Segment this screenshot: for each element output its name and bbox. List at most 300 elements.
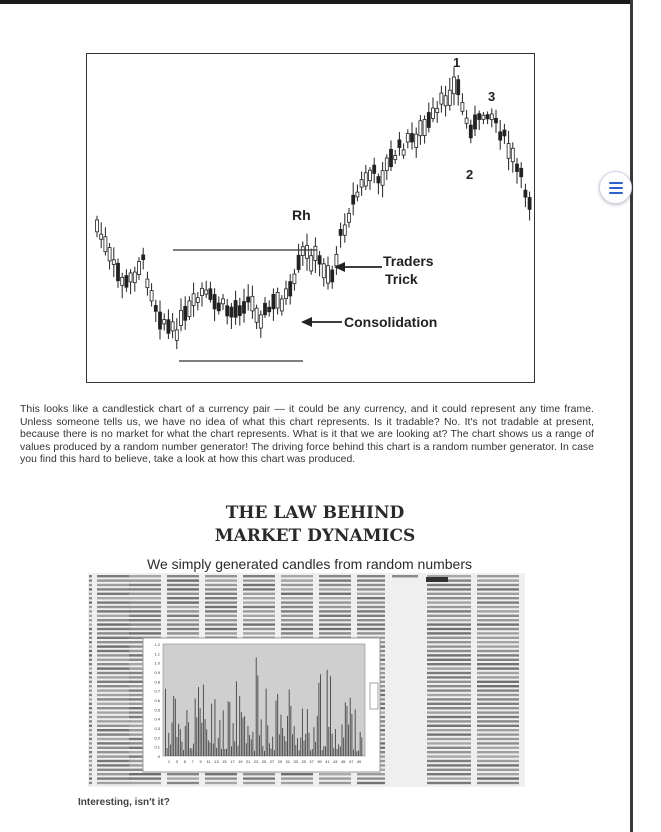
bar [302, 709, 303, 756]
candle-body [167, 320, 170, 334]
candle-body [495, 118, 498, 122]
spreadsheet-cell [357, 610, 385, 612]
spreadsheet-cell [427, 685, 471, 687]
spreadsheet-cell [427, 650, 471, 652]
spreadsheet-cell [477, 593, 519, 595]
bar [342, 724, 343, 756]
spreadsheet-cell [167, 606, 199, 608]
spreadsheet-cell [392, 575, 418, 577]
y-tick-label: 0.3 [154, 726, 160, 731]
bar [348, 725, 349, 756]
spreadsheet-cell [427, 729, 471, 731]
candle-body [264, 303, 267, 314]
spreadsheet-cell [427, 720, 471, 722]
spreadsheet-cell [427, 659, 471, 661]
spreadsheet-cell [477, 751, 519, 753]
spreadsheet-cell [89, 720, 92, 722]
bar [295, 745, 296, 756]
bar [330, 676, 331, 756]
spreadsheet-cell [167, 619, 199, 621]
candle-body [318, 256, 321, 264]
spreadsheet-cell [477, 650, 519, 652]
bar [304, 741, 305, 756]
bar [333, 748, 334, 756]
spreadsheet-cell [281, 623, 313, 625]
spreadsheet-cell [477, 579, 519, 581]
x-tick-label: 11 [206, 759, 211, 764]
hamburger-menu-icon [609, 182, 623, 194]
spreadsheet-cell [97, 755, 131, 757]
bar [170, 745, 171, 756]
spreadsheet-cell [427, 654, 471, 656]
x-tick-label: 7 [191, 759, 194, 764]
candle-body [226, 306, 229, 316]
spreadsheet-cell [427, 676, 471, 678]
candle-body [238, 306, 241, 316]
spreadsheet-cell [97, 782, 131, 784]
spreadsheet-cell [319, 777, 351, 779]
spreadsheet-cell [477, 685, 519, 687]
candle-body [96, 220, 99, 232]
spreadsheet-cell [357, 773, 385, 775]
spreadsheet-cell [89, 755, 92, 757]
spreadsheet-cell [205, 619, 237, 621]
spreadsheet-cell [89, 742, 92, 744]
spreadsheet-cell [243, 782, 275, 784]
candle-body [432, 108, 435, 118]
spreadsheet-cell [97, 689, 131, 691]
y-tick-label: 0.8 [154, 679, 160, 685]
bar [200, 708, 201, 756]
spreadsheet-cell [243, 632, 275, 634]
spreadsheet-cell [97, 773, 131, 775]
y-tick-label: 0.7 [154, 688, 160, 694]
spreadsheet-cell [97, 716, 131, 718]
spreadsheet-cell [89, 733, 92, 735]
spreadsheet-cell [477, 782, 519, 784]
x-tick-label: 19 [238, 759, 243, 764]
candle-body [125, 276, 128, 288]
candle-body [373, 165, 376, 173]
spreadsheet-cell [319, 588, 351, 590]
y-tick-label: 1.2 [154, 642, 160, 647]
spreadsheet-cell [167, 615, 199, 617]
spreadsheet-cell [89, 729, 92, 731]
bar [206, 729, 207, 756]
spreadsheet-cell [281, 588, 313, 590]
candle-body [520, 168, 523, 176]
spreadsheet-cell [477, 619, 519, 621]
bar [241, 712, 242, 756]
spreadsheet-cell [281, 584, 313, 586]
candle-body [503, 130, 506, 136]
candle-body [259, 315, 262, 328]
spreadsheet-cell [129, 619, 161, 621]
spreadsheet-cell [89, 632, 92, 634]
spreadsheet-cell [243, 619, 275, 621]
spreadsheet-cell [97, 769, 131, 771]
spreadsheet-cell [319, 632, 351, 634]
spreadsheet-cell [357, 777, 385, 779]
closing-line: Interesting, isn't it? [78, 797, 170, 808]
spreadsheet-cell [477, 601, 519, 603]
bar [195, 698, 196, 756]
spreadsheet-cell [427, 641, 471, 643]
bar [317, 716, 318, 756]
spreadsheet-cell [477, 720, 519, 722]
spreadsheet-cell [89, 663, 92, 665]
spreadsheet-cell [427, 777, 471, 779]
spreadsheet-cell [129, 606, 161, 608]
spreadsheet-cell [319, 773, 351, 775]
candle-body [175, 330, 178, 340]
bar [266, 689, 267, 756]
spreadsheet-cell [89, 747, 92, 749]
spreadsheet-cell [97, 619, 131, 621]
consolidation-label: Consolidation [344, 314, 438, 330]
bar [290, 706, 291, 756]
spreadsheet-cell [477, 769, 519, 771]
candle-body [524, 190, 527, 197]
spreadsheet-cell [427, 597, 471, 599]
menu-button[interactable] [599, 171, 632, 204]
spreadsheet-cell [427, 769, 471, 771]
spreadsheet-cell [97, 654, 131, 656]
candlestick-chart [86, 53, 535, 383]
spreadsheet-cell [281, 579, 313, 581]
spreadsheet-cell [357, 606, 385, 608]
peak-3-label: 3 [488, 89, 496, 104]
y-tick-label: 0.1 [154, 744, 160, 750]
candle-body [507, 143, 510, 158]
bar [167, 748, 168, 756]
spreadsheet-cell [89, 685, 92, 687]
candlestick-chart-svg [87, 54, 534, 382]
candle-body [217, 303, 220, 311]
page-right-border [630, 0, 633, 832]
bar [325, 746, 326, 756]
candle-body [469, 125, 472, 138]
bar [180, 729, 181, 756]
candle-body [159, 312, 162, 329]
spreadsheet-cell [477, 610, 519, 612]
spreadsheet-cell [477, 729, 519, 731]
bar [267, 725, 268, 756]
spreadsheet-cell [243, 610, 275, 612]
spreadsheet-cell [427, 711, 471, 713]
spreadsheet-cell [427, 606, 471, 608]
bar [360, 732, 361, 756]
spreadsheet-cell [357, 623, 385, 625]
spreadsheet-cell [477, 628, 519, 630]
candle-body [301, 247, 304, 256]
spreadsheet-cell [357, 615, 385, 617]
spreadsheet-cell [89, 619, 92, 621]
candle-body [255, 308, 258, 322]
spreadsheet-cell [129, 782, 161, 784]
spreadsheet-cell [477, 698, 519, 700]
spreadsheet-cell [477, 584, 519, 586]
spreadsheet-cell [357, 593, 385, 595]
bar [294, 726, 295, 756]
spreadsheet-cell [477, 738, 519, 740]
bar [351, 714, 352, 756]
spreadsheet-cell [477, 637, 519, 639]
spreadsheet-cell [97, 659, 131, 661]
spreadsheet-cell [89, 575, 92, 577]
bar [231, 746, 232, 756]
bar [190, 748, 191, 756]
bar [347, 706, 348, 756]
spreadsheet-cell [319, 593, 351, 595]
spreadsheet-cell [97, 777, 131, 779]
spreadsheet-cell [129, 593, 161, 595]
spreadsheet-cell [477, 760, 519, 762]
bar [281, 715, 282, 756]
spreadsheet-cell [427, 584, 471, 586]
x-tick-label: 33 [293, 759, 298, 764]
bar [191, 749, 192, 756]
spreadsheet-cell [89, 650, 92, 652]
bar [252, 732, 253, 756]
spreadsheet-cell [97, 760, 131, 762]
bar [338, 744, 339, 756]
spreadsheet-cell [167, 632, 199, 634]
candle-body [457, 80, 460, 95]
x-tick-label: 9 [199, 759, 202, 764]
spreadsheet-cell [89, 667, 92, 669]
candle-body [352, 195, 355, 204]
spreadsheet-cell [281, 601, 313, 603]
candle-body [415, 134, 418, 147]
x-tick-label: 39 [317, 759, 322, 764]
bar [246, 743, 247, 756]
candle-body [482, 115, 485, 119]
spreadsheet-cell [319, 610, 351, 612]
spreadsheet-cell [319, 619, 351, 621]
x-tick-label: 17 [230, 759, 235, 764]
spreadsheet-cell [205, 597, 237, 599]
spreadsheet-cell [427, 698, 471, 700]
spreadsheet-cell [477, 733, 519, 735]
spreadsheet-cell [129, 610, 161, 612]
spreadsheet-cell [97, 667, 131, 669]
bar [337, 749, 338, 756]
spreadsheet-cell [97, 601, 131, 603]
bar [228, 701, 229, 756]
bar [272, 737, 273, 756]
spreadsheet-cell [357, 628, 385, 630]
spreadsheet-cell [89, 654, 92, 656]
bar [165, 689, 166, 756]
spreadsheet-cell [477, 689, 519, 691]
candle-body [247, 297, 250, 302]
bar [300, 737, 301, 756]
spreadsheet-cell [477, 672, 519, 674]
spreadsheet-cell [319, 606, 351, 608]
spreadsheet-cell [89, 698, 92, 700]
candle-body [121, 277, 124, 285]
bar [287, 716, 288, 756]
spreadsheet-cell [243, 579, 275, 581]
spreadsheet-cell [205, 632, 237, 634]
bar [256, 657, 257, 756]
spreadsheet-cell [319, 623, 351, 625]
bar [249, 735, 250, 756]
spreadsheet-cell [477, 659, 519, 661]
spreadsheet-cell [243, 773, 275, 775]
x-tick-label: 49 [356, 759, 362, 764]
bar [218, 738, 219, 756]
spreadsheet-cell [89, 689, 92, 691]
spreadsheet-cell [427, 760, 471, 762]
spreadsheet-cell [205, 601, 237, 603]
spreadsheet-cell [97, 632, 131, 634]
spreadsheet-cell [477, 645, 519, 647]
bar [178, 724, 179, 756]
spreadsheet-cell [477, 747, 519, 749]
candle-body [184, 306, 187, 320]
spreadsheet-cell [97, 694, 131, 696]
bar [356, 751, 357, 756]
spreadsheet-cell [97, 738, 131, 740]
x-tick-label: 15 [222, 759, 227, 764]
spreadsheet-cell [97, 641, 131, 643]
spreadsheet-cell [357, 597, 385, 599]
bar [201, 723, 202, 756]
spreadsheet-cell [477, 615, 519, 617]
spreadsheet-cell [89, 707, 92, 709]
candle-body [335, 254, 338, 265]
spreadsheet-cell [97, 575, 131, 577]
x-tick-label: 25 [261, 759, 267, 764]
spreadsheet-cell [281, 610, 313, 612]
candle-body [108, 248, 111, 261]
y-tick-label: 0.2 [154, 735, 160, 741]
candle-body [205, 290, 208, 294]
bar [203, 685, 204, 756]
spreadsheet-cell [319, 597, 351, 599]
spreadsheet-cell [243, 777, 275, 779]
bar [292, 734, 293, 756]
bar [320, 674, 321, 756]
spreadsheet-cell [97, 742, 131, 744]
spreadsheet-cell [427, 733, 471, 735]
candle-body [209, 289, 212, 300]
bar [340, 747, 341, 756]
candle-body [419, 121, 422, 136]
candle-body [331, 270, 334, 282]
candle-body [377, 177, 380, 183]
candle-body [112, 260, 115, 265]
candle-body [394, 155, 397, 159]
spreadsheet-cell [97, 751, 131, 753]
y-tick-label: 0.4 [154, 716, 160, 722]
legend-box [370, 683, 378, 709]
spreadsheet-cell [477, 667, 519, 669]
spreadsheet-cell [243, 597, 275, 599]
bar [297, 738, 298, 756]
spreadsheet-cell [243, 584, 275, 586]
candle-body [314, 246, 317, 260]
spreadsheet-cell [97, 610, 131, 612]
bar [262, 746, 263, 756]
spreadsheet-cell [167, 579, 199, 581]
spreadsheet-cell [97, 615, 131, 617]
spreadsheet-cell [89, 681, 92, 683]
spreadsheet-cell [427, 637, 471, 639]
bar [182, 742, 183, 756]
bar [350, 698, 351, 756]
spreadsheet-cell [477, 707, 519, 709]
bar [244, 716, 245, 756]
spreadsheet-cell [205, 606, 237, 608]
bar [173, 696, 174, 756]
candle-body [486, 115, 489, 119]
spreadsheet-cell [205, 623, 237, 625]
bar [213, 744, 214, 756]
bar [276, 701, 277, 756]
y-tick-label: 0.9 [154, 670, 160, 675]
candle-body [188, 301, 191, 317]
candle-body [364, 173, 367, 186]
spreadsheet-cell [97, 764, 131, 766]
spreadsheet-cell [477, 606, 519, 608]
spreadsheet-cell [97, 698, 131, 700]
spreadsheet-cell [97, 707, 131, 709]
spreadsheet-cell [97, 711, 131, 713]
spreadsheet-cell [205, 575, 237, 577]
spreadsheet-cell [205, 579, 237, 581]
candle-body [297, 255, 300, 269]
candle-group [96, 67, 532, 349]
spreadsheet-cell [89, 606, 92, 608]
x-tick-label: 43 [333, 759, 338, 764]
spreadsheet-cell [319, 579, 351, 581]
spreadsheet-cell [167, 601, 199, 603]
spreadsheet-cell [427, 681, 471, 683]
candle-body [117, 263, 120, 280]
spreadsheet-cell [89, 711, 92, 713]
candle-body [511, 148, 514, 161]
spreadsheet-cell [205, 782, 237, 784]
candle-body [251, 296, 254, 311]
spreadsheet-cell [357, 601, 385, 603]
bar [264, 751, 265, 756]
candle-body [423, 119, 426, 135]
spreadsheet-cell [427, 619, 471, 621]
spreadsheet-cell [243, 601, 275, 603]
candle-body [465, 118, 468, 123]
spreadsheet-cell [281, 782, 313, 784]
spreadsheet-cell [89, 628, 92, 630]
spreadsheet-cell [89, 725, 92, 727]
candle-body [142, 255, 145, 260]
spreadsheet-cell [427, 593, 471, 595]
spreadsheet-cell [281, 632, 313, 634]
spreadsheet-cell [477, 694, 519, 696]
bar [196, 717, 197, 756]
bar [188, 722, 189, 756]
candle-body [436, 109, 439, 113]
spreadsheet-cell [281, 628, 313, 630]
spreadsheet-cell [243, 575, 275, 577]
spreadsheet-cell [89, 623, 92, 625]
candle-body [146, 279, 149, 288]
spreadsheet-cell [427, 747, 471, 749]
spreadsheet-cell [97, 703, 131, 705]
bar [219, 720, 220, 756]
